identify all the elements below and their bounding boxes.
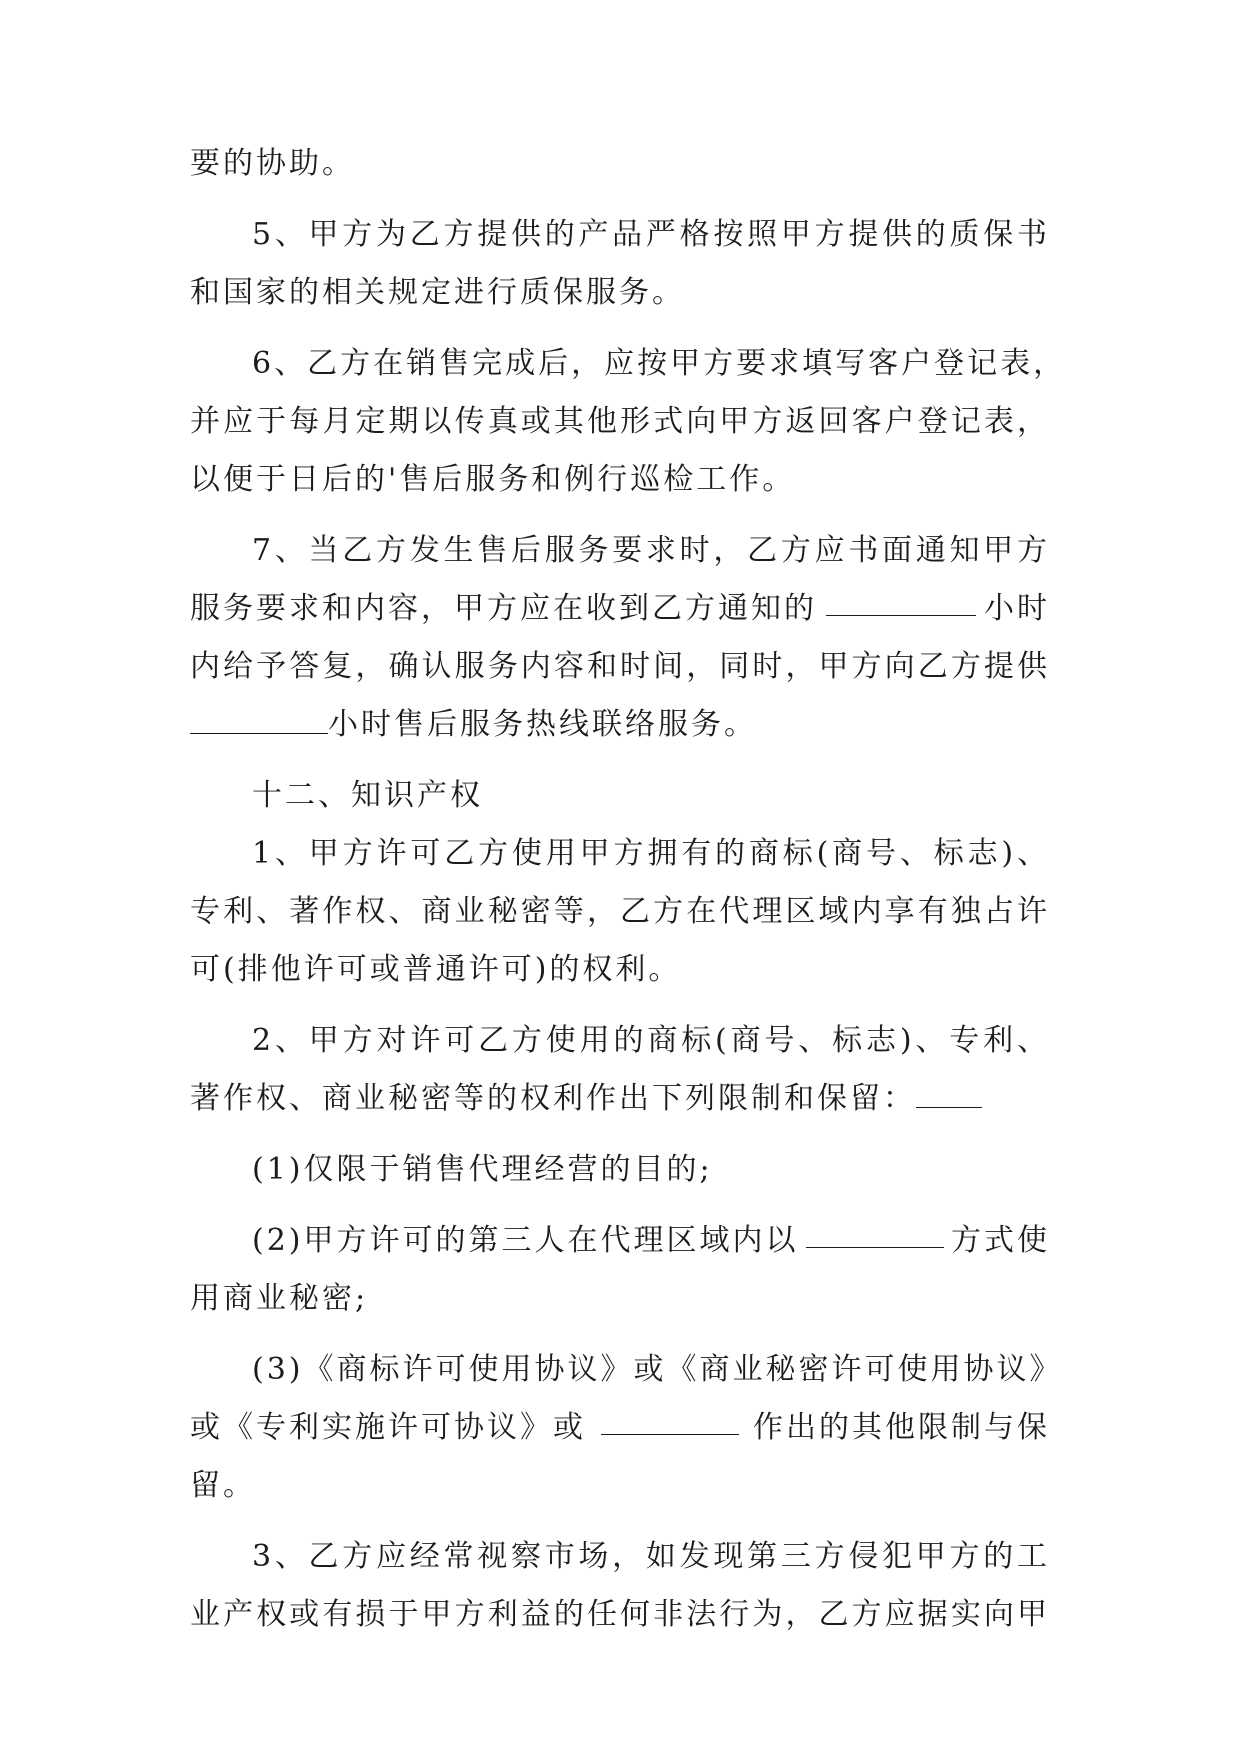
fill-in-blank[interactable] <box>806 1223 944 1248</box>
document-page <box>190 146 1067 1633</box>
text-line: 6、乙方在销售完成后，应按甲方要求填写客户登记表， <box>252 346 1067 381</box>
section-heading: 十二、知识产权 <box>252 778 483 813</box>
text-line: 和国家的相关规定进行质保服务。 <box>190 275 685 310</box>
text-segment: 或《专利实施许可协议》或 <box>190 1410 586 1445</box>
text-line: 以便于日后的'售后服务和例行巡检工作。 <box>190 462 796 497</box>
text-line: (3)《商标许可使用协议》或《商业秘密许可使用协议》 <box>252 1352 1063 1387</box>
fill-in-blank[interactable] <box>601 1410 739 1435</box>
text-line <box>190 591 1050 627</box>
text-line: 内给予答复，确认服务内容和时间，同时，甲方向乙方提供 <box>190 649 1050 684</box>
text-segment: 方式使 <box>951 1223 1050 1258</box>
text-line <box>190 707 1050 743</box>
text-line <box>190 1081 1050 1117</box>
fill-in-blank[interactable] <box>826 591 976 616</box>
text-segment: 作出的其他限制与保 <box>753 1410 1050 1445</box>
text-segment: 服务要求和内容，甲方应在收到乙方通知的 <box>190 591 817 626</box>
text-line: 可(排他许可或普通许可)的权利。 <box>190 952 682 987</box>
text-line: 专利、著作权、商业秘密等，乙方在代理区域内享有独占许 <box>190 894 1050 929</box>
text-line <box>190 1223 1050 1259</box>
text-line: 7、当乙方发生售后服务要求时，乙方应书面通知甲方 <box>252 533 1050 568</box>
text-line: 要的协助。 <box>190 146 355 181</box>
text-segment: (2)甲方许可的第三人在代理区域内以 <box>252 1223 799 1258</box>
text-line: 3、乙方应经常视察市场，如发现第三方侵犯甲方的工 <box>252 1539 1050 1574</box>
text-line: (1)仅限于销售代理经营的目的; <box>252 1152 713 1187</box>
text-line <box>190 1410 1050 1446</box>
text-line: 2、甲方对许可乙方使用的商标(商号、标志)、专利、 <box>252 1023 1050 1058</box>
fill-in-blank[interactable] <box>190 709 328 734</box>
text-line: 并应于每月定期以传真或其他形式向甲方返回客户登记表， <box>190 404 1050 439</box>
text-line: 业产权或有损于甲方利益的任何非法行为，乙方应据实向甲 <box>190 1597 1050 1632</box>
text-line: 用商业秘密; <box>190 1281 369 1316</box>
text-segment: 小时 <box>984 591 1050 626</box>
text-line: 5、甲方为乙方提供的产品严格按照甲方提供的质保书 <box>252 217 1050 252</box>
text-segment: 小时售后服务热线联络服务。 <box>328 707 757 742</box>
text-line: 留。 <box>190 1468 256 1503</box>
fill-in-blank[interactable] <box>916 1083 982 1108</box>
text-line: 1、甲方许可乙方使用甲方拥有的商标(商号、标志)、 <box>252 836 1050 871</box>
text-segment: 著作权、商业秘密等的权利作出下列限制和保留： <box>190 1081 916 1116</box>
